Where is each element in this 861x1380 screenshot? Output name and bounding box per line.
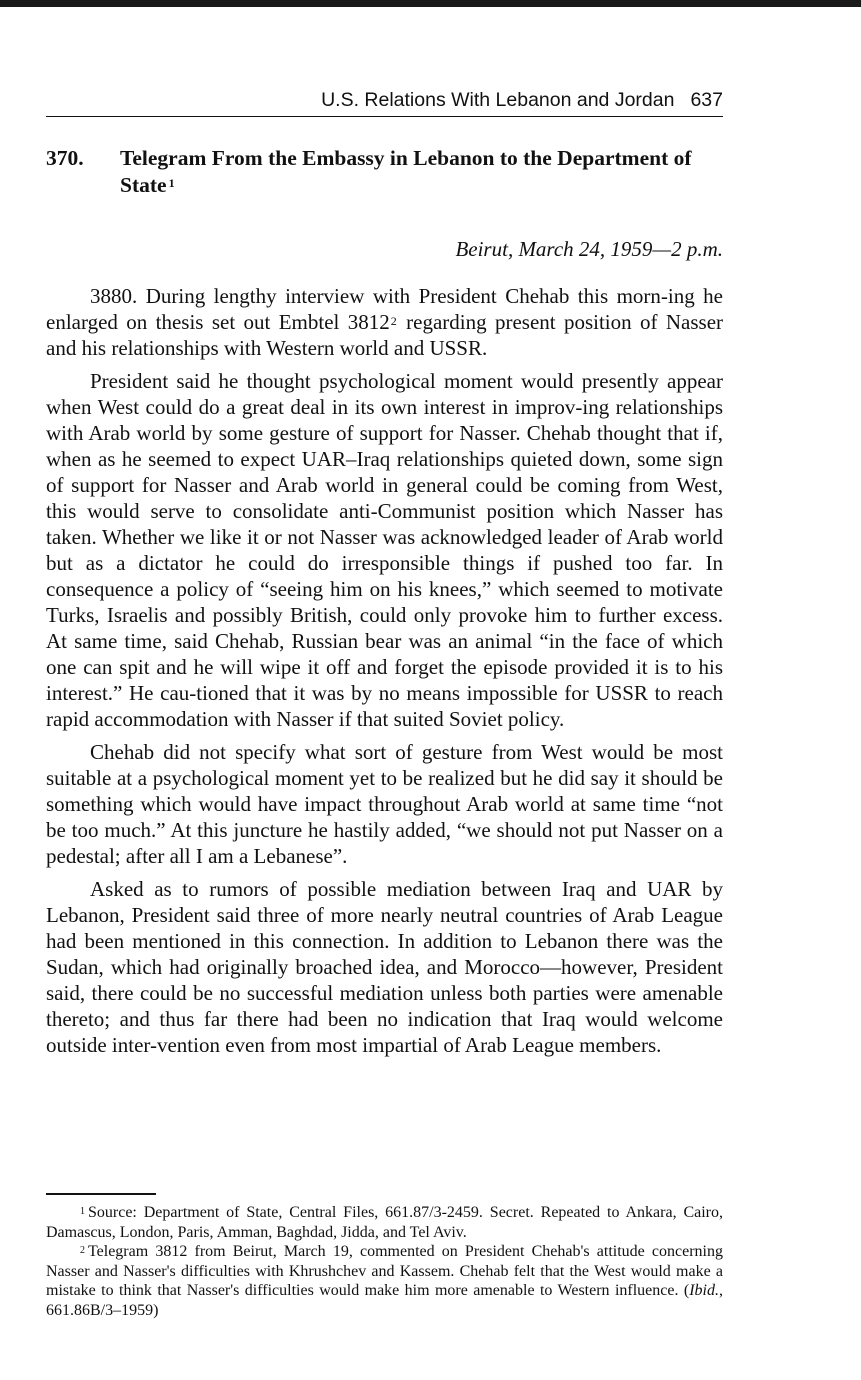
title-footnote-mark: 1 — [168, 176, 175, 190]
paragraph-2: President said he thought psychological moment would presently appear when West could do a great deal in its own interest in improv-ing relationships with Arab world by some gesture of support for Nasser. Chehab thought that if, when as he seemed to expect UAR–Iraq relationships quieted down, some sign of support for Nasser and Arab world in general could be coming from West, this would serve to consolidate anti-Communist position which Nasser has taken. Whether we like it or not Nasser was acknowledged leader of Arab world but as a dictator he could do irresponsible things if pushed too far. In consequence a policy of “seeing him on his knees,” which seemed to motivate Turks, Israelis and possibly British, could only provoke him to further excess. At same time, said Chehab, Russian bear was an animal “in the face of which one can spit and he will wipe it off and forget the episode provided it is to his interest.” He cau-tioned that it was by no means impossible for USSR to reach rapid accommodation with Nasser if that suited Soviet policy. — [46, 369, 723, 731]
footnote-1-mark: 1 — [80, 1206, 85, 1217]
dateline: Beirut, March 24, 1959—2 p.m. — [455, 237, 723, 261]
footnote-2-text: Telegram 3812 from Beirut, March 19, commented on President Chehab's attitude concerning Nasser and Nasser's difficulties with Khrushchev and Kassem. Chehab felt that the West would make a mistake to think that Nasser's difficulties would make him more amenable to Western influence. ( — [46, 1243, 723, 1299]
page-top-edge — [0, 0, 861, 7]
paragraph-4: Asked as to rumors of possible mediation between Iraq and UAR by Lebanon, President said three of more nearly neutral countries of Arab League had been mentioned in this connection. In addition to Lebanon there was the Sudan, which had originally broached idea, and Morocco—however, President said, there could be no successful mediation unless both parties were amenable thereto; and thus far there had been no indication that Iraq would welcome outside inter-vention even from most impartial of Arab League members. — [46, 877, 723, 1057]
paragraph-1-part-b: regarding present position of Nasser and his relationships with Western world and USSR. — [46, 310, 724, 360]
telegram-body — [46, 283, 723, 1065]
paragraph-1-part-a: 3880. During lengthy interview with President Chehab this morn-ing he enlarged on thesis set out Embtel 3812 — [46, 284, 723, 334]
footnote-2-mark: 2 — [80, 1245, 85, 1256]
footnote-divider — [46, 1193, 156, 1195]
footnote-2-ibid: Ibid. — [689, 1282, 719, 1299]
footnote-1-text: Source: Department of State, Central Files, 661.87/3-2459. Secret. Repeated to Ankara, Cairo, Damascus, London, Paris, Amman, Baghdad, Jidda, and Tel Aviv. — [46, 1204, 723, 1241]
footnote-2-citation: , 661.86B/3–1959) — [46, 1282, 723, 1319]
running-title: U.S. Relations With Lebanon and Jordan — [321, 89, 675, 111]
paragraph-1 — [46, 283, 723, 361]
document-title — [120, 145, 723, 199]
footnote-2 — [46, 1242, 723, 1320]
document-number: 370. — [46, 146, 84, 170]
page-number: 637 — [690, 89, 723, 111]
footnote-1 — [46, 1203, 723, 1242]
running-header — [46, 89, 723, 117]
document-title-text: Telegram From the Embassy in Lebanon to the Department of State — [120, 146, 692, 197]
paragraph-3: Chehab did not specify what sort of gesture from West would be most suitable at a psychological moment yet to be realized but he did say it should be something which would have impact throughout Arab world at same time “not be too much.” At this juncture he hastily added, “we should not put Nasser on a pedestal; after all I am a Lebanese”. — [46, 740, 723, 868]
document-heading — [46, 145, 723, 199]
embtel-footnote-mark: 2 — [390, 314, 397, 328]
footnotes — [46, 1203, 723, 1320]
